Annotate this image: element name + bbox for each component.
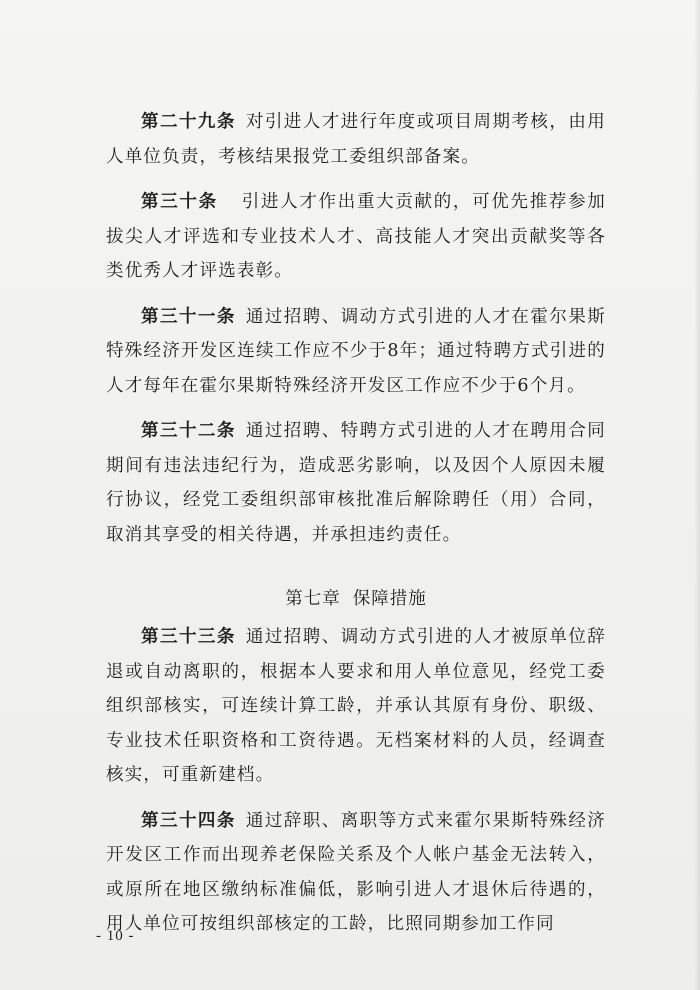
document-body bbox=[106, 105, 606, 953]
article-text: 引进人才作出重大贡献的，可优先推荐参加拔尖人才评选和专业技术人才、高技能人才突出贡献奖等各类优秀人才评选表彰。 bbox=[106, 192, 606, 281]
article-heading: 第二十九条 bbox=[141, 112, 236, 132]
article-text: 对引进人才进行年度或项目周期考核，由用人单位负责，考核结果报党工委组织部备案。 bbox=[106, 112, 607, 167]
chapter-heading bbox=[106, 582, 606, 616]
article-33 bbox=[106, 620, 606, 793]
page-number: - 10 - bbox=[96, 928, 135, 944]
chapter-title: 保障措施 bbox=[352, 589, 427, 609]
article-text: 通过招聘、调动方式引进的人才被原单位辞退或自动离职的，根据本人要求和用人单位意见，经党工委组织部核实，可连续计算工龄，并承认其原有身份、职级、专业技术任职资格和工资待遇。无档案材料的人员，经调查核实，可重新建档。 bbox=[106, 627, 607, 785]
article-31 bbox=[106, 300, 606, 404]
article-heading: 第三十三条 bbox=[141, 627, 236, 647]
article-heading: 第三十四条 bbox=[141, 810, 236, 831]
article-text: 通过招聘、调动方式引进的人才在霍尔果斯特殊经济开发区连续工作应不少于8年；通过特聘方式引进的人才每年在霍尔果斯特殊经济开发区工作应不少于6个月。 bbox=[106, 306, 607, 396]
article-29 bbox=[106, 105, 606, 174]
article-30 bbox=[106, 185, 606, 289]
article-heading: 第三十条 bbox=[141, 192, 218, 212]
article-32 bbox=[106, 414, 606, 552]
article-text: 通过辞职、离职等方式来霍尔果斯特殊经济开发区工作而出现养老保险关系及个人帐户基金无法转入，或原所在地区缴纳标准偏低，影响引进人才退休后待遇的，用人单位可按组织部核定的工龄，比照同期参加工作同 bbox=[106, 810, 607, 934]
chapter-number: 第七章 bbox=[285, 589, 341, 609]
article-34 bbox=[106, 804, 606, 942]
article-heading: 第三十一条 bbox=[141, 306, 236, 327]
article-text: 通过招聘、特聘方式引进的人才在聘用合同期间有违法违纪行为，造成恶劣影响，以及因个人原因未履行协议，经党工委组织部审核批准后解除聘任（用）合同，取消其享受的相关待遇，并承担违约责任。 bbox=[106, 421, 607, 545]
article-heading: 第三十二条 bbox=[141, 421, 236, 441]
page-edge-shadow bbox=[694, 0, 700, 990]
